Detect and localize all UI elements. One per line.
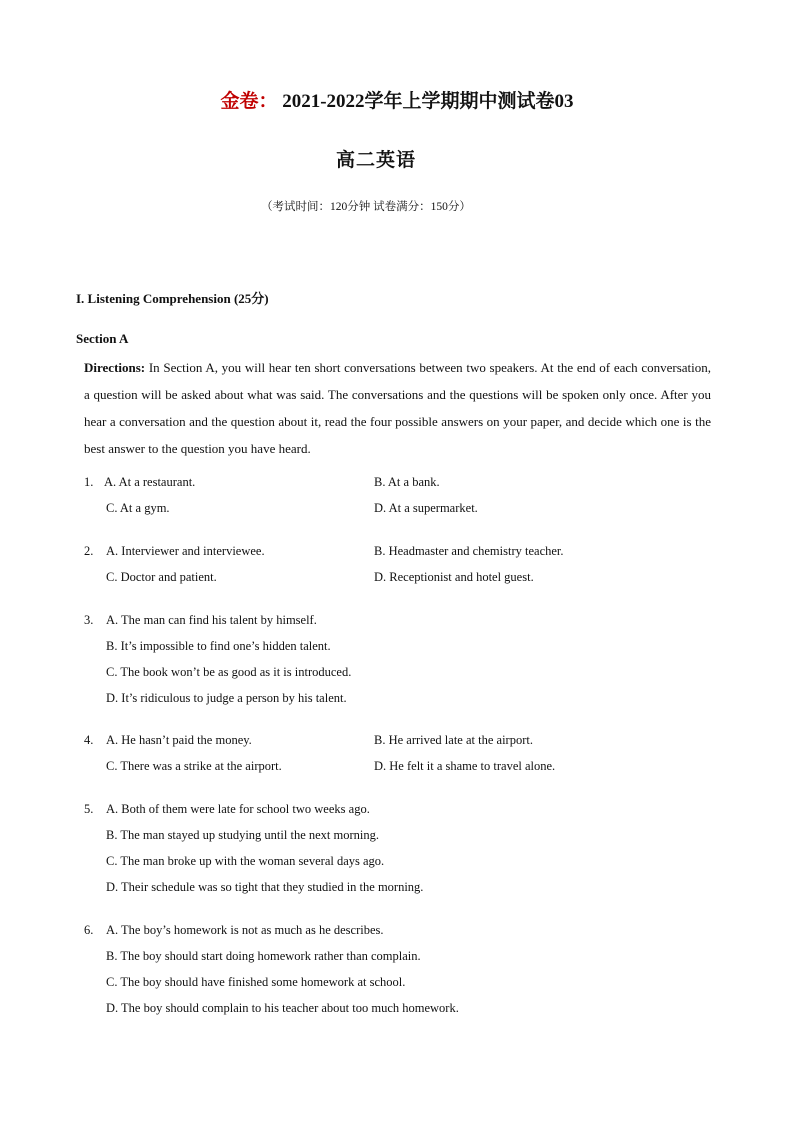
option-d: D. Their schedule was so tight that they studied in the morning. [106,880,424,894]
option-a: A. He hasn’t paid the money. [106,733,252,747]
subject-title: 高二英语 [335,150,416,171]
option-d: D. Receptionist and hotel guest. [374,570,534,584]
question-number: 6. [84,923,94,937]
option-d: D. At a supermarket. [374,501,478,515]
question-5 [84,802,724,906]
option-d: D. He felt it a shame to travel alone. [374,759,556,773]
question-number: 1. [84,475,94,489]
question-number: 5. [84,802,94,816]
option-a: A. At a restaurant. [104,475,196,489]
option-d: D. The boy should complain to his teacher about too much homework. [106,1001,459,1015]
option-c: C. The boy should have finished some homework at school. [106,975,406,989]
question-number: 3. [84,613,94,627]
directions-paragraph [84,354,711,462]
title-prefix: 金卷： [220,91,278,112]
option-c: C. There was a strike at the airport. [106,759,282,773]
option-b: B. At a bank. [374,475,440,489]
option-d: D. It’s ridiculous to judge a person by his talent. [106,691,347,705]
part-heading: I. Listening Comprehension (25分) [76,291,269,306]
directions-text: In Section A, you will hear ten short conversations between two speakers. At the end of each conversation, a question will be asked about what was said. The conversations and the questions will be spoken only once. After you hear a conversation and the question about it, read the four possible answers on your paper, and decide which one is the best answer to the question you have heard. [84,360,711,456]
question-2 [84,544,724,596]
option-b: B. The boy should start doing homework rather than complain. [106,949,421,963]
section-heading: Section A [76,331,129,346]
question-1 [84,475,724,527]
option-a: A. The boy’s homework is not as much as he describes. [106,923,384,937]
option-b: B. It’s impossible to find one’s hidden talent. [106,639,331,653]
directions-label: Directions: [84,360,146,375]
option-c: C. At a gym. [106,501,170,515]
option-a: A. The man can find his talent by himself. [106,613,317,627]
option-b: B. He arrived late at the airport. [374,733,533,747]
exam-info: （考试时间：120分钟 试卷满分：150分） [261,201,471,213]
question-4 [84,733,724,785]
option-c: C. The man broke up with the woman several days ago. [106,854,385,868]
option-a: A. Both of them were late for school two weeks ago. [106,802,370,816]
option-a: A. Interviewer and interviewee. [106,544,265,558]
question-number: 2. [84,544,94,558]
option-b: B. Headmaster and chemistry teacher. [374,544,564,558]
option-c: C. Doctor and patient. [106,570,217,584]
title-main: 2021-2022学年上学期期中测试卷03 [282,91,574,112]
question-3 [84,613,724,717]
question-number: 4. [84,733,94,747]
option-c: C. The book won’t be as good as it is introduced. [106,665,352,679]
question-6 [84,923,724,1027]
exam-title [0,86,794,113]
option-b: B. The man stayed up studying until the next morning. [106,828,380,842]
